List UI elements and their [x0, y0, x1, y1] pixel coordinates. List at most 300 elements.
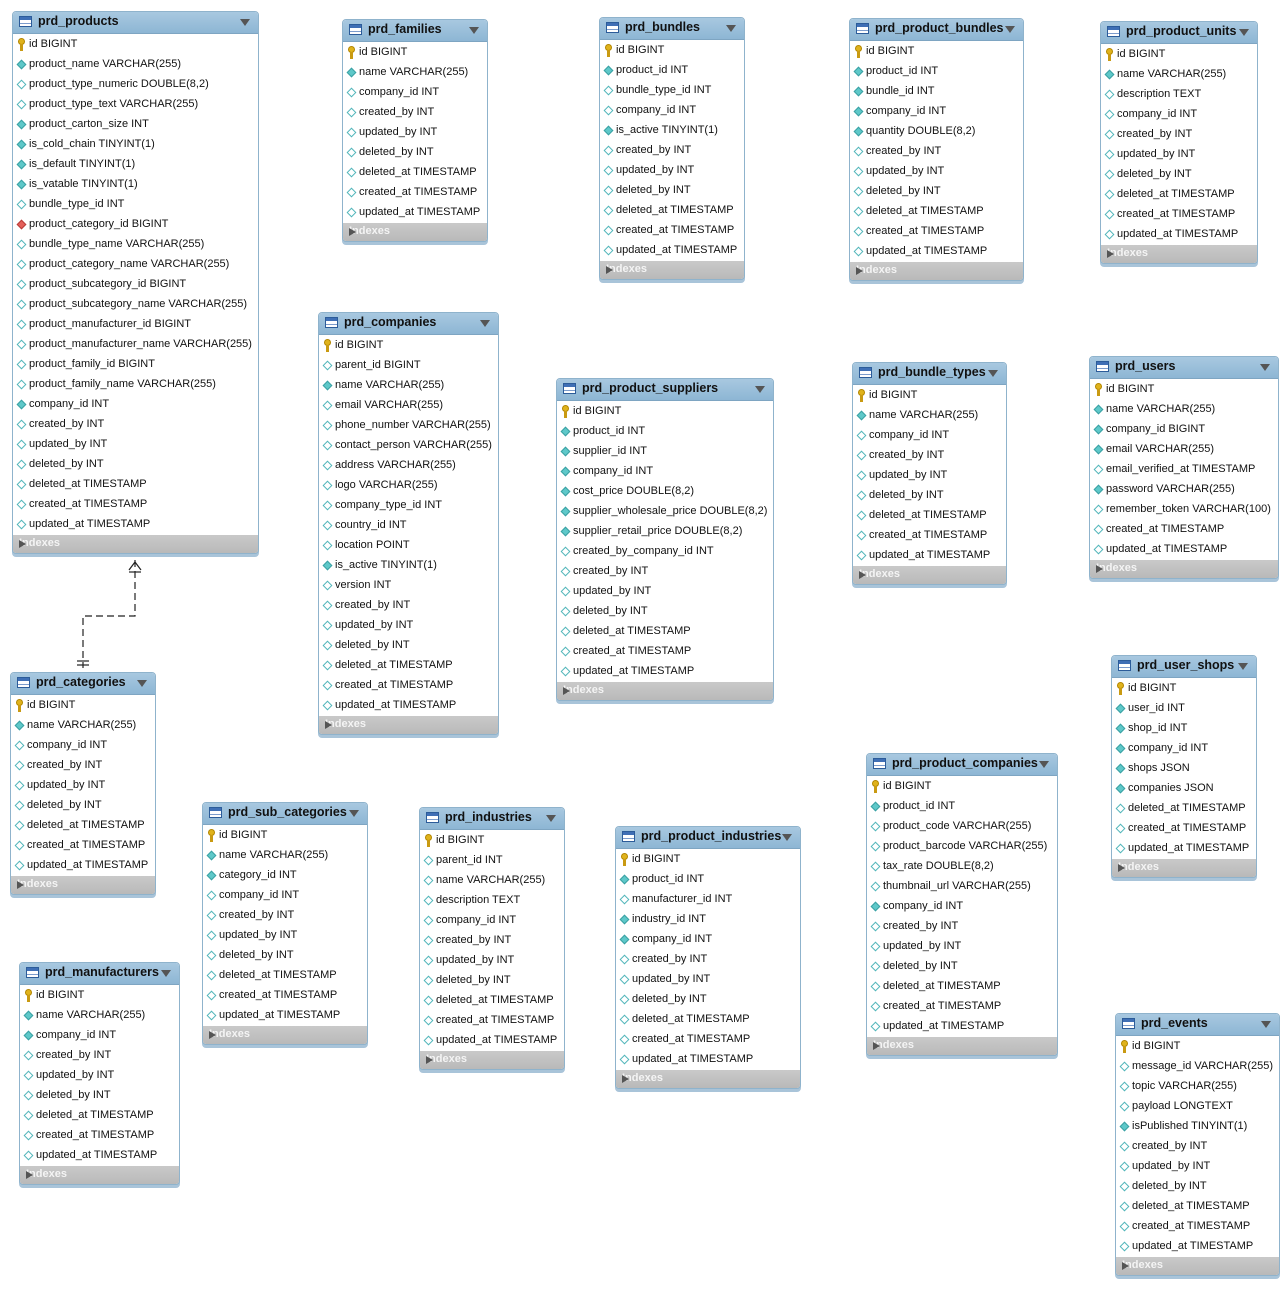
collapse-arrow-icon[interactable]: [755, 386, 765, 393]
column-row[interactable]: [557, 502, 773, 522]
collapse-arrow-icon[interactable]: [1260, 364, 1270, 371]
collapse-arrow-icon[interactable]: [1239, 29, 1249, 36]
table-name: prd_user_shops: [1137, 658, 1235, 672]
column-row[interactable]: [867, 777, 1057, 797]
column-row[interactable]: [616, 910, 800, 930]
column-row[interactable]: [13, 175, 258, 195]
column-row[interactable]: [13, 55, 258, 75]
column-row[interactable]: [343, 203, 487, 223]
collapse-arrow-icon[interactable]: [349, 810, 359, 817]
column-row[interactable]: [1101, 185, 1257, 205]
column-row[interactable]: [867, 997, 1057, 1017]
table-prd-product-units[interactable]: [1100, 21, 1258, 264]
column-row[interactable]: [13, 415, 258, 435]
table-header[interactable]: [319, 313, 498, 335]
column-row[interactable]: [1112, 739, 1256, 759]
column-row[interactable]: [343, 183, 487, 203]
column-row[interactable]: [11, 756, 155, 776]
column-row[interactable]: [420, 911, 564, 931]
table-prd-companies[interactable]: [318, 312, 499, 735]
column-row[interactable]: [13, 275, 258, 295]
column-row[interactable]: [616, 930, 800, 950]
column-row[interactable]: [11, 716, 155, 736]
table-prd-bundles[interactable]: [599, 17, 745, 280]
table-prd-user-shops[interactable]: [1111, 655, 1257, 878]
column-row[interactable]: [420, 971, 564, 991]
table-prd-sub-categories[interactable]: [202, 802, 368, 1045]
column-row[interactable]: [13, 475, 258, 495]
column-row[interactable]: [1112, 699, 1256, 719]
column-row[interactable]: [850, 122, 1023, 142]
expand-arrow-icon[interactable]: [1096, 565, 1103, 573]
indexes-section[interactable]: [343, 223, 487, 241]
column-row[interactable]: [319, 376, 498, 396]
expand-arrow-icon[interactable]: [873, 1042, 880, 1050]
column-row[interactable]: [867, 1017, 1057, 1037]
column-row[interactable]: [853, 486, 1006, 506]
table-header[interactable]: [853, 363, 1006, 385]
column-row[interactable]: [13, 155, 258, 175]
column-row[interactable]: [319, 636, 498, 656]
column-row[interactable]: [20, 1126, 179, 1146]
column-row[interactable]: [850, 82, 1023, 102]
column-row[interactable]: [1112, 799, 1256, 819]
column-row[interactable]: [343, 43, 487, 63]
column-row[interactable]: [13, 255, 258, 275]
column-row[interactable]: [319, 596, 498, 616]
table-prd-families[interactable]: [342, 19, 488, 242]
column-row[interactable]: [203, 906, 367, 926]
column-row[interactable]: [13, 375, 258, 395]
indexes-section[interactable]: [203, 1026, 367, 1044]
column-row[interactable]: [850, 182, 1023, 202]
column-row[interactable]: [1116, 1057, 1279, 1077]
column-row[interactable]: [13, 515, 258, 535]
column-row[interactable]: [420, 871, 564, 891]
column-row[interactable]: [203, 986, 367, 1006]
column-row[interactable]: [13, 75, 258, 95]
column-row[interactable]: [1090, 380, 1278, 400]
column-row[interactable]: [13, 455, 258, 475]
expand-arrow-icon[interactable]: [17, 881, 24, 889]
table-prd-industries[interactable]: [419, 807, 565, 1070]
column-row[interactable]: [557, 582, 773, 602]
column-row[interactable]: [343, 63, 487, 83]
table-prd-events[interactable]: [1115, 1013, 1280, 1276]
column-row[interactable]: [11, 736, 155, 756]
column-row[interactable]: [1090, 480, 1278, 500]
collapse-arrow-icon[interactable]: [726, 25, 736, 32]
column-row[interactable]: [600, 241, 744, 261]
expand-arrow-icon[interactable]: [325, 721, 332, 729]
column-row[interactable]: [557, 522, 773, 542]
column-row[interactable]: [616, 950, 800, 970]
column-row[interactable]: [1090, 440, 1278, 460]
column-row[interactable]: [13, 115, 258, 135]
column-row[interactable]: [600, 221, 744, 241]
table-header[interactable]: [1090, 357, 1278, 379]
column-label: password VARCHAR(255): [1106, 483, 1235, 495]
column-row[interactable]: [13, 355, 258, 375]
column-row[interactable]: [616, 990, 800, 1010]
column-row[interactable]: [853, 546, 1006, 566]
column-row[interactable]: [1112, 759, 1256, 779]
column-row[interactable]: [867, 917, 1057, 937]
column-row[interactable]: [1101, 45, 1257, 65]
collapse-arrow-icon[interactable]: [988, 370, 998, 377]
column-diamond-icon: [424, 1016, 434, 1026]
column-row[interactable]: [1090, 460, 1278, 480]
column-row[interactable]: [616, 970, 800, 990]
column-row[interactable]: [853, 386, 1006, 406]
column-row[interactable]: [13, 235, 258, 255]
indexes-section[interactable]: [853, 566, 1006, 584]
column-row[interactable]: [203, 1006, 367, 1026]
expand-arrow-icon[interactable]: [859, 571, 866, 579]
column-row[interactable]: [1116, 1117, 1279, 1137]
column-row[interactable]: [20, 1066, 179, 1086]
column-row[interactable]: [616, 1030, 800, 1050]
column-row[interactable]: [616, 890, 800, 910]
column-row[interactable]: [20, 1006, 179, 1026]
expand-arrow-icon[interactable]: [1118, 864, 1125, 872]
column-row[interactable]: [850, 162, 1023, 182]
column-row[interactable]: [319, 336, 498, 356]
column-row[interactable]: [319, 356, 498, 376]
column-diamond-icon: [323, 521, 333, 531]
column-row[interactable]: [850, 62, 1023, 82]
column-row[interactable]: [1116, 1197, 1279, 1217]
column-row[interactable]: [867, 817, 1057, 837]
collapse-arrow-icon[interactable]: [1261, 1021, 1271, 1028]
column-row[interactable]: [420, 851, 564, 871]
table-header[interactable]: [850, 19, 1023, 41]
column-row[interactable]: [853, 446, 1006, 466]
column-label: created_at TIMESTAMP: [359, 186, 478, 198]
column-row[interactable]: [1116, 1037, 1279, 1057]
indexes-section[interactable]: [1116, 1257, 1279, 1275]
column-row[interactable]: [1116, 1157, 1279, 1177]
column-row[interactable]: [1112, 719, 1256, 739]
collapse-arrow-icon[interactable]: [240, 19, 250, 26]
indexes-section[interactable]: [616, 1070, 800, 1088]
column-row[interactable]: [600, 201, 744, 221]
indexes-section[interactable]: [319, 716, 498, 734]
table-prd-product-suppliers[interactable]: [556, 378, 774, 701]
column-row[interactable]: [319, 536, 498, 556]
expand-arrow-icon[interactable]: [426, 1056, 433, 1064]
collapse-arrow-icon[interactable]: [1039, 761, 1049, 768]
column-row[interactable]: [557, 442, 773, 462]
indexes-section[interactable]: [867, 1037, 1057, 1055]
column-row[interactable]: [557, 462, 773, 482]
column-row[interactable]: [1101, 225, 1257, 245]
column-row[interactable]: [13, 35, 258, 55]
column-row[interactable]: [319, 476, 498, 496]
column-row[interactable]: [616, 1010, 800, 1030]
column-row[interactable]: [1101, 165, 1257, 185]
table-icon: [1096, 361, 1109, 372]
column-row[interactable]: [600, 61, 744, 81]
column-row[interactable]: [1101, 125, 1257, 145]
column-row[interactable]: [1090, 540, 1278, 560]
expand-arrow-icon[interactable]: [26, 1171, 33, 1179]
collapse-arrow-icon[interactable]: [1005, 26, 1015, 33]
column-row[interactable]: [1101, 145, 1257, 165]
table-header[interactable]: [203, 803, 367, 825]
collapse-arrow-icon[interactable]: [469, 27, 479, 34]
column-row[interactable]: [600, 141, 744, 161]
column-row[interactable]: [203, 886, 367, 906]
expand-arrow-icon[interactable]: [19, 540, 26, 548]
column-row[interactable]: [319, 576, 498, 596]
column-row[interactable]: [13, 435, 258, 455]
expand-arrow-icon[interactable]: [209, 1031, 216, 1039]
column-row[interactable]: [319, 496, 498, 516]
column-row[interactable]: [1116, 1137, 1279, 1157]
table-name: prd_users: [1115, 359, 1176, 373]
column-row[interactable]: [1112, 819, 1256, 839]
table-prd-users[interactable]: [1089, 356, 1279, 579]
column-row[interactable]: [867, 877, 1057, 897]
collapse-arrow-icon[interactable]: [161, 970, 171, 977]
column-row[interactable]: [11, 796, 155, 816]
column-row[interactable]: [343, 123, 487, 143]
table-header[interactable]: [11, 673, 155, 695]
column-row[interactable]: [1090, 520, 1278, 540]
table-header[interactable]: [1112, 656, 1256, 678]
collapse-arrow-icon[interactable]: [782, 834, 792, 841]
column-diamond-icon: [24, 1151, 34, 1161]
column-row[interactable]: [420, 951, 564, 971]
column-row[interactable]: [203, 826, 367, 846]
column-row[interactable]: [20, 1026, 179, 1046]
collapse-arrow-icon[interactable]: [1238, 663, 1248, 670]
indexes-section[interactable]: [1101, 245, 1257, 263]
column-row[interactable]: [13, 215, 258, 235]
column-row[interactable]: [1116, 1097, 1279, 1117]
column-row[interactable]: [1090, 500, 1278, 520]
table-header[interactable]: [420, 808, 564, 830]
table-header[interactable]: [600, 18, 744, 40]
indexes-section[interactable]: [11, 876, 155, 894]
column-row[interactable]: [1101, 205, 1257, 225]
table-header[interactable]: [1101, 22, 1257, 44]
column-row[interactable]: [1116, 1077, 1279, 1097]
column-row[interactable]: [13, 395, 258, 415]
column-row[interactable]: [600, 41, 744, 61]
column-row[interactable]: [1101, 105, 1257, 125]
column-row[interactable]: [20, 1146, 179, 1166]
table-header[interactable]: [616, 827, 800, 849]
column-row[interactable]: [557, 622, 773, 642]
column-row[interactable]: [343, 143, 487, 163]
expand-arrow-icon[interactable]: [622, 1075, 629, 1083]
column-diamond-icon: [15, 801, 25, 811]
column-row[interactable]: [420, 931, 564, 951]
column-row[interactable]: [203, 946, 367, 966]
column-row[interactable]: [850, 222, 1023, 242]
indexes-section[interactable]: [1112, 859, 1256, 877]
column-row[interactable]: [343, 103, 487, 123]
column-row[interactable]: [1090, 420, 1278, 440]
column-row[interactable]: [850, 142, 1023, 162]
table-header[interactable]: [867, 754, 1057, 776]
table-header[interactable]: [1116, 1014, 1279, 1036]
column-row[interactable]: [867, 897, 1057, 917]
column-row[interactable]: [1116, 1217, 1279, 1237]
column-row[interactable]: [343, 163, 487, 183]
column-row[interactable]: [11, 776, 155, 796]
expand-arrow-icon[interactable]: [349, 228, 356, 236]
column-row[interactable]: [319, 456, 498, 476]
column-row[interactable]: [850, 42, 1023, 62]
column-row[interactable]: [319, 396, 498, 416]
column-row[interactable]: [13, 135, 258, 155]
column-row[interactable]: [600, 161, 744, 181]
collapse-arrow-icon[interactable]: [546, 815, 556, 822]
indexes-section[interactable]: [13, 535, 258, 553]
column-row[interactable]: [20, 1046, 179, 1066]
column-row[interactable]: [13, 95, 258, 115]
column-row[interactable]: [11, 856, 155, 876]
column-row[interactable]: [319, 516, 498, 536]
column-row[interactable]: [853, 506, 1006, 526]
indexes-section[interactable]: [420, 1051, 564, 1069]
column-row[interactable]: [867, 857, 1057, 877]
column-row[interactable]: [420, 891, 564, 911]
column-row[interactable]: [600, 81, 744, 101]
column-row[interactable]: [867, 937, 1057, 957]
column-row[interactable]: [557, 482, 773, 502]
column-row[interactable]: [11, 816, 155, 836]
column-label: created_at TIMESTAMP: [883, 1000, 1002, 1012]
indexes-section[interactable]: [850, 262, 1023, 280]
table-prd-categories[interactable]: [10, 672, 156, 895]
column-row[interactable]: [853, 406, 1006, 426]
column-row[interactable]: [557, 602, 773, 622]
column-row[interactable]: [1112, 679, 1256, 699]
column-row[interactable]: [319, 616, 498, 636]
column-diamond-icon: [15, 861, 25, 871]
table-prd-manufacturers[interactable]: [19, 962, 180, 1185]
column-row[interactable]: [319, 676, 498, 696]
column-row[interactable]: [20, 1106, 179, 1126]
column-row[interactable]: [850, 242, 1023, 262]
indexes-section[interactable]: [557, 682, 773, 700]
column-row[interactable]: [13, 495, 258, 515]
table-prd-product-bundles[interactable]: [849, 18, 1024, 281]
column-row[interactable]: [203, 966, 367, 986]
fk-diamond-icon: [17, 400, 27, 410]
column-row[interactable]: [1116, 1237, 1279, 1257]
column-row[interactable]: [13, 315, 258, 335]
column-row[interactable]: [20, 1086, 179, 1106]
column-row[interactable]: [600, 101, 744, 121]
column-row[interactable]: [557, 542, 773, 562]
column-row[interactable]: [616, 1050, 800, 1070]
column-row[interactable]: [420, 1031, 564, 1051]
column-row[interactable]: [867, 797, 1057, 817]
column-row[interactable]: [319, 436, 498, 456]
column-row[interactable]: [557, 662, 773, 682]
column-row[interactable]: [853, 526, 1006, 546]
expand-arrow-icon[interactable]: [1122, 1262, 1129, 1270]
column-row[interactable]: [319, 696, 498, 716]
column-row[interactable]: [420, 991, 564, 1011]
column-row[interactable]: [20, 986, 179, 1006]
column-row[interactable]: [420, 1011, 564, 1031]
column-row[interactable]: [557, 422, 773, 442]
column-row[interactable]: [11, 836, 155, 856]
column-row[interactable]: [13, 295, 258, 315]
expand-arrow-icon[interactable]: [563, 687, 570, 695]
column-row[interactable]: [1112, 839, 1256, 859]
column-row[interactable]: [867, 837, 1057, 857]
column-row[interactable]: [1116, 1177, 1279, 1197]
column-row[interactable]: [343, 83, 487, 103]
column-row[interactable]: [557, 642, 773, 662]
column-row[interactable]: [13, 335, 258, 355]
column-row[interactable]: [853, 426, 1006, 446]
column-row[interactable]: [616, 850, 800, 870]
indexes-section[interactable]: [1090, 560, 1278, 578]
column-row[interactable]: [867, 957, 1057, 977]
column-row[interactable]: [557, 562, 773, 582]
indexes-section[interactable]: [600, 261, 744, 279]
column-row[interactable]: [319, 556, 498, 576]
column-row[interactable]: [203, 866, 367, 886]
column-row[interactable]: [1101, 85, 1257, 105]
table-prd-products[interactable]: [12, 11, 259, 554]
table-header[interactable]: [13, 12, 258, 34]
column-row[interactable]: [853, 466, 1006, 486]
column-row[interactable]: [600, 181, 744, 201]
column-row[interactable]: [867, 977, 1057, 997]
column-row[interactable]: [203, 926, 367, 946]
column-row[interactable]: [850, 202, 1023, 222]
expand-arrow-icon[interactable]: [856, 267, 863, 275]
column-row[interactable]: [850, 102, 1023, 122]
column-row[interactable]: [11, 696, 155, 716]
table-prd-bundle-types[interactable]: [852, 362, 1007, 585]
indexes-section[interactable]: [20, 1166, 179, 1184]
column-row[interactable]: [1112, 779, 1256, 799]
table-header[interactable]: [343, 20, 487, 42]
column-row[interactable]: [203, 846, 367, 866]
collapse-arrow-icon[interactable]: [480, 320, 490, 327]
collapse-arrow-icon[interactable]: [137, 680, 147, 687]
expand-arrow-icon[interactable]: [606, 266, 613, 274]
column-row[interactable]: [319, 416, 498, 436]
table-header[interactable]: [557, 379, 773, 401]
expand-arrow-icon[interactable]: [1107, 250, 1114, 258]
column-row[interactable]: [1101, 65, 1257, 85]
column-row[interactable]: [616, 870, 800, 890]
column-row[interactable]: [1090, 400, 1278, 420]
column-row[interactable]: [13, 195, 258, 215]
column-row[interactable]: [319, 656, 498, 676]
column-label: updated_by INT: [29, 438, 108, 450]
column-row[interactable]: [557, 402, 773, 422]
table-prd-product-companies[interactable]: [866, 753, 1058, 1056]
column-label: industry_id INT: [632, 913, 706, 925]
column-row[interactable]: [600, 121, 744, 141]
column-row[interactable]: [420, 831, 564, 851]
table-prd-product-industries[interactable]: [615, 826, 801, 1089]
table-header[interactable]: [20, 963, 179, 985]
column-diamond-icon: [323, 641, 333, 651]
